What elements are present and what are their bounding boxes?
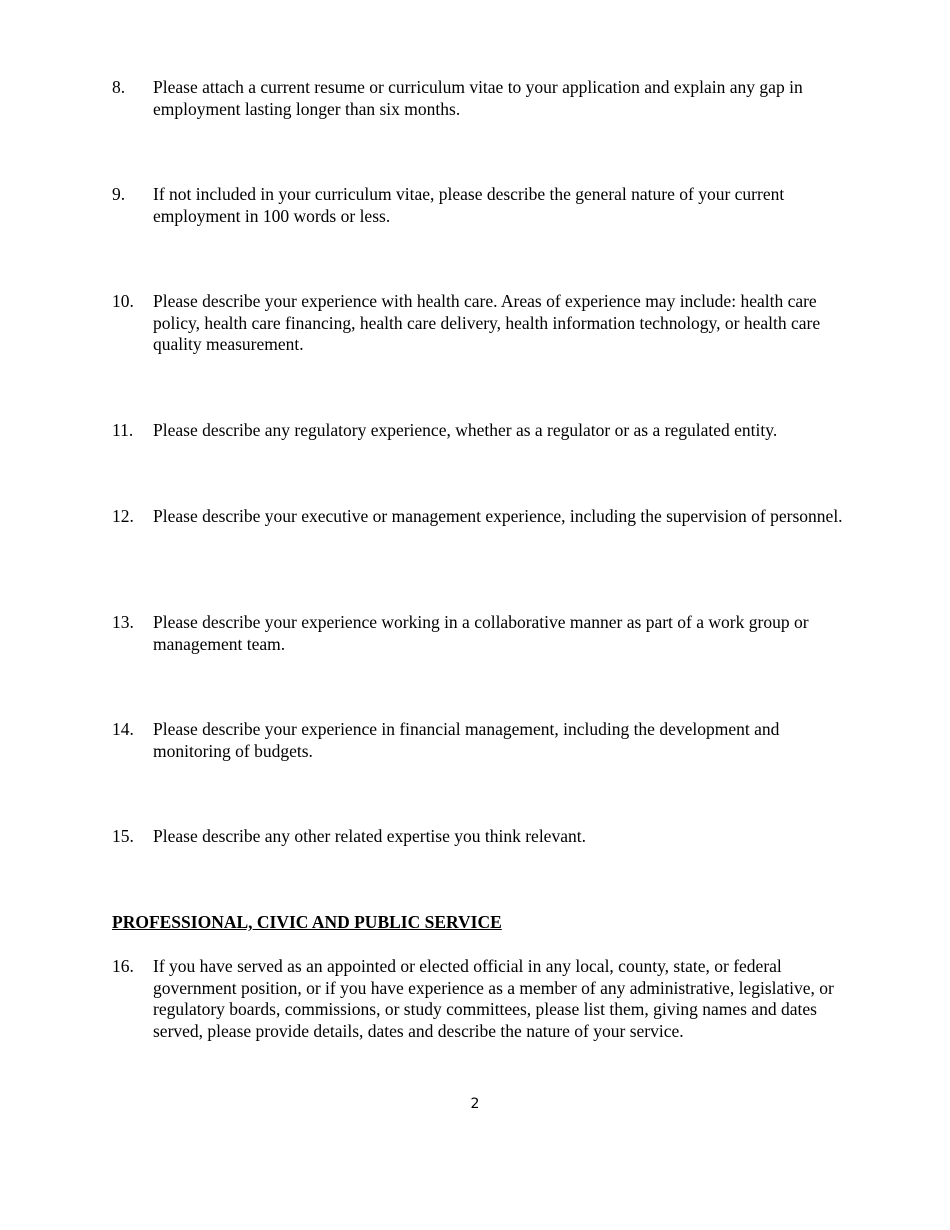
question-text: Please describe your experience with health care. Areas of experience may include: health care policy, health care financing, health care delivery, health information technology, or health care quality measurement. <box>153 291 821 354</box>
question-number: 15. <box>112 826 134 846</box>
question-text: Please describe any regulatory experience, whether as a regulator or as a regulated entity. <box>153 420 778 440</box>
question-number: 16. <box>112 956 134 976</box>
question-number: 12. <box>112 506 134 526</box>
question-number: 13. <box>112 612 134 632</box>
question-number: 14. <box>112 719 134 739</box>
question-number: 11. <box>112 420 134 440</box>
question-9 <box>112 184 842 227</box>
question-number: 8. <box>112 77 126 97</box>
question-16 <box>112 956 842 1042</box>
question-text: Please describe your experience in financial management, including the development and monitoring of budgets. <box>153 719 780 761</box>
section-heading: PROFESSIONAL, CIVIC AND PUBLIC SERVICE <box>112 912 502 932</box>
question-13 <box>112 612 842 655</box>
question-number: 9. <box>112 184 126 204</box>
question-text: Please describe any other related expertise you think relevant. <box>153 826 586 846</box>
page-number: 2 <box>470 1096 480 1112</box>
question-8 <box>112 77 842 120</box>
question-number: 10. <box>112 291 134 311</box>
question-12 <box>112 506 842 528</box>
question-10 <box>112 291 842 356</box>
question-text: Please attach a current resume or curriculum vitae to your application and explain any gap in employment lasting longer than six months. <box>153 77 803 119</box>
question-text: Please describe your executive or management experience, including the supervision of personnel. <box>153 506 843 526</box>
question-text: If not included in your curriculum vitae, please describe the general nature of your current employment in 100 words or less. <box>153 184 785 226</box>
question-text: If you have served as an appointed or elected official in any local, county, state, or federal government position, or if you have experience as a member of any administrative, legislative, or regulatory boards, commissions, or study committees, please list them, giving names and dates served, please provide details, dates and describe the nature of your service. <box>153 956 834 1041</box>
question-15 <box>112 826 842 848</box>
question-14 <box>112 719 842 762</box>
question-11 <box>112 420 842 442</box>
question-text: Please describe your experience working in a collaborative manner as part of a work group or management team. <box>153 612 809 654</box>
